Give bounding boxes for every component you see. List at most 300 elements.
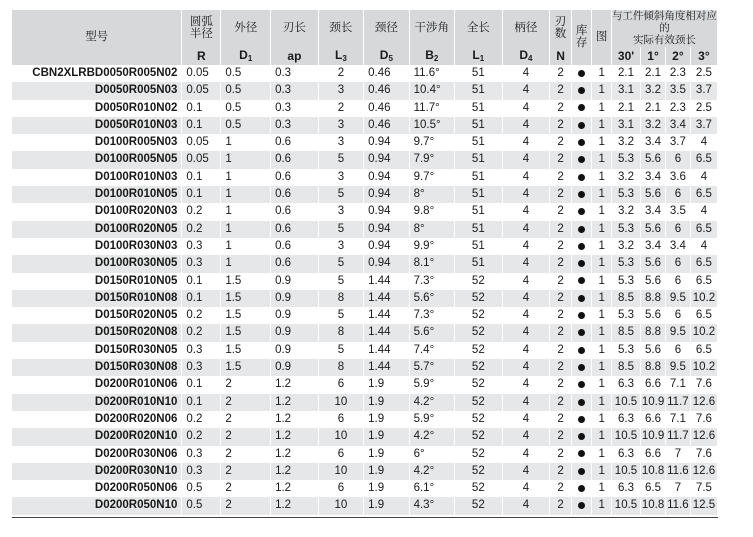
shank-diameter-cell: 4: [502, 186, 550, 203]
eff-2deg-cell: 7.1: [665, 411, 690, 428]
outer-diameter-cell: 2: [221, 411, 271, 428]
eff-2deg-cell: 6: [665, 255, 690, 272]
stock-cell: [571, 186, 592, 203]
neck-diameter-cell: 0.94: [364, 255, 409, 272]
blade-length-cell: 1.2: [271, 411, 319, 428]
eff-30min-cell: 3.1: [611, 117, 640, 134]
table-row: [12, 273, 718, 290]
in-stock-dot-icon: [578, 104, 585, 111]
model-cell: D0200R050N06: [12, 480, 182, 497]
total-length-cell: 51: [455, 255, 503, 272]
neck-length-cell: 5: [318, 255, 363, 272]
eff-30min-cell: 5.3: [611, 221, 640, 238]
flutes-cell: 2: [550, 428, 572, 445]
stock-cell: [571, 169, 592, 186]
eff-1deg-cell: 10.8: [641, 497, 666, 514]
col-header-model: 型号: [12, 10, 182, 65]
eff-2deg-cell: 7: [665, 446, 690, 463]
col-header-outer-diameter: 外径: [221, 10, 271, 47]
blade-length-cell: 1.2: [271, 376, 319, 393]
eff-1deg-cell: 5.6: [641, 273, 666, 290]
shank-diameter-cell: 4: [502, 238, 550, 255]
clearance-angle-cell: 8°: [409, 221, 454, 238]
radius-cell: 0.3: [182, 463, 221, 480]
neck-length-cell: 8: [318, 359, 363, 376]
neck-diameter-cell: 1.44: [364, 342, 409, 359]
clearance-angle-cell: 5.7°: [409, 359, 454, 376]
stock-cell: [571, 238, 592, 255]
model-cell: D0200R010N06: [12, 376, 182, 393]
model-cell: D0050R005N03: [12, 82, 182, 99]
eff-2deg-cell: 2.3: [665, 100, 690, 117]
blade-length-cell: 0.9: [271, 324, 319, 341]
eff-30min-cell: 10.5: [611, 463, 640, 480]
model-cell: CBN2XLRBD0050R005N02: [12, 65, 182, 82]
eff-1deg-cell: 2.1: [641, 65, 666, 82]
blade-length-cell: 0.9: [271, 290, 319, 307]
model-cell: D0100R020N05: [12, 221, 182, 238]
eff-1deg-cell: 5.6: [641, 186, 666, 203]
table-row: [12, 186, 718, 203]
neck-diameter-cell: 1.9: [364, 497, 409, 514]
total-length-cell: 52: [455, 463, 503, 480]
sym-total-length: L1: [455, 47, 503, 65]
sym-clearance-angle: B2: [409, 47, 454, 65]
radius-cell: 0.3: [182, 238, 221, 255]
in-stock-dot-icon: [578, 156, 585, 163]
outer-diameter-cell: 1: [221, 203, 271, 220]
in-stock-dot-icon: [578, 260, 585, 267]
table-row: [12, 238, 718, 255]
in-stock-dot-icon: [578, 433, 585, 440]
blade-length-cell: 1.2: [271, 394, 319, 411]
shank-diameter-cell: 4: [502, 342, 550, 359]
product-spec-table: [12, 10, 718, 518]
angle-header-2deg: 2°: [665, 47, 690, 65]
stock-cell: [571, 255, 592, 272]
drawing-cell: 1: [592, 342, 611, 359]
blade-length-cell: 1.2: [271, 446, 319, 463]
total-length-cell: 51: [455, 117, 503, 134]
neck-length-cell: 5: [318, 186, 363, 203]
in-stock-dot-icon: [578, 174, 585, 181]
neck-length-cell: 2: [318, 65, 363, 82]
shank-diameter-cell: 4: [502, 428, 550, 445]
eff-1deg-cell: 5.6: [641, 151, 666, 168]
blade-length-cell: 0.3: [271, 82, 319, 99]
in-stock-dot-icon: [578, 191, 585, 198]
eff-3deg-cell: 6.5: [690, 273, 717, 290]
radius-cell: 0.1: [182, 117, 221, 134]
col-header-shank-diameter: 柄径: [502, 10, 550, 47]
neck-diameter-cell: 0.46: [364, 65, 409, 82]
eff-2deg-cell: 6: [665, 151, 690, 168]
drawing-cell: 1: [592, 151, 611, 168]
eff-30min-cell: 8.5: [611, 290, 640, 307]
eff-1deg-cell: 5.6: [641, 221, 666, 238]
flutes-cell: 2: [550, 151, 572, 168]
flutes-cell: 2: [550, 324, 572, 341]
eff-2deg-cell: 7: [665, 480, 690, 497]
model-cell: D0200R030N06: [12, 446, 182, 463]
eff-2deg-cell: 11.6: [665, 463, 690, 480]
shank-diameter-cell: 4: [502, 273, 550, 290]
flutes-cell: 2: [550, 169, 572, 186]
eff-30min-cell: 5.3: [611, 273, 640, 290]
total-length-cell: 52: [455, 497, 503, 514]
table-row: [12, 342, 718, 359]
shank-diameter-cell: 4: [502, 324, 550, 341]
model-cell: D0200R020N06: [12, 411, 182, 428]
clearance-angle-cell: 4.3°: [409, 497, 454, 514]
drawing-cell: 1: [592, 376, 611, 393]
model-cell: D0150R010N08: [12, 290, 182, 307]
table-row: [12, 151, 718, 168]
total-length-cell: 51: [455, 65, 503, 82]
table-row: [12, 169, 718, 186]
stock-cell: [571, 497, 592, 514]
stock-cell: [571, 428, 592, 445]
in-stock-dot-icon: [578, 364, 585, 371]
radius-cell: 0.05: [182, 134, 221, 151]
stock-cell: [571, 82, 592, 99]
drawing-cell: 1: [592, 203, 611, 220]
eff-3deg-cell: 4: [690, 169, 717, 186]
blade-length-cell: 0.3: [271, 100, 319, 117]
model-cell: D0100R005N03: [12, 134, 182, 151]
shank-diameter-cell: 4: [502, 100, 550, 117]
eff-1deg-cell: 3.4: [641, 134, 666, 151]
angle-header-1deg: 1°: [641, 47, 666, 65]
blade-length-cell: 0.6: [271, 221, 319, 238]
eff-2deg-cell: 11.6: [665, 497, 690, 514]
shank-diameter-cell: 4: [502, 290, 550, 307]
shank-diameter-cell: 4: [502, 307, 550, 324]
in-stock-dot-icon: [578, 347, 585, 354]
radius-cell: 0.3: [182, 342, 221, 359]
eff-3deg-cell: 6.5: [690, 151, 717, 168]
eff-1deg-cell: 3.2: [641, 82, 666, 99]
table-row: [12, 463, 718, 480]
drawing-cell: 1: [592, 307, 611, 324]
sym-neck-diameter: D5: [364, 47, 409, 65]
in-stock-dot-icon: [578, 312, 585, 319]
eff-2deg-cell: 3.4: [665, 238, 690, 255]
stock-cell: [571, 376, 592, 393]
flutes-cell: 2: [550, 117, 572, 134]
eff-3deg-cell: 7.6: [690, 376, 717, 393]
eff-3deg-cell: 12.6: [690, 428, 717, 445]
table-row: [12, 394, 718, 411]
blade-length-cell: 0.6: [271, 203, 319, 220]
eff-1deg-cell: 3.4: [641, 203, 666, 220]
outer-diameter-cell: 1.5: [221, 307, 271, 324]
outer-diameter-cell: 2: [221, 463, 271, 480]
eff-1deg-cell: 6.6: [641, 446, 666, 463]
shank-diameter-cell: 4: [502, 411, 550, 428]
in-stock-dot-icon: [578, 226, 585, 233]
table-row: [12, 446, 718, 463]
total-length-cell: 51: [455, 221, 503, 238]
radius-cell: 0.1: [182, 290, 221, 307]
eff-3deg-cell: 6.5: [690, 186, 717, 203]
model-cell: D0100R005N05: [12, 151, 182, 168]
radius-cell: 0.05: [182, 151, 221, 168]
eff-30min-cell: 5.3: [611, 307, 640, 324]
flutes-cell: 2: [550, 359, 572, 376]
col-header-neck-length: 颈长: [318, 10, 363, 47]
total-length-cell: 51: [455, 100, 503, 117]
table-row: [12, 203, 718, 220]
drawing-cell: 1: [592, 428, 611, 445]
flutes-cell: 2: [550, 376, 572, 393]
flutes-cell: 2: [550, 273, 572, 290]
drawing-cell: 1: [592, 169, 611, 186]
model-cell: D0150R020N08: [12, 324, 182, 341]
col-header-radius: 圆弧 半径: [182, 10, 221, 47]
total-length-cell: 51: [455, 186, 503, 203]
eff-2deg-cell: 7.1: [665, 376, 690, 393]
drawing-cell: 1: [592, 82, 611, 99]
eff-3deg-cell: 4: [690, 238, 717, 255]
table-row: [12, 307, 718, 324]
eff-3deg-cell: 10.2: [690, 359, 717, 376]
neck-diameter-cell: 1.44: [364, 359, 409, 376]
shank-diameter-cell: 4: [502, 480, 550, 497]
clearance-angle-cell: 10.4°: [409, 82, 454, 99]
eff-2deg-cell: 9.5: [665, 290, 690, 307]
table-row: [12, 100, 718, 117]
eff-30min-cell: 10.5: [611, 428, 640, 445]
flutes-cell: 2: [550, 203, 572, 220]
total-length-cell: 51: [455, 134, 503, 151]
blade-length-cell: 0.9: [271, 342, 319, 359]
eff-30min-cell: 5.3: [611, 186, 640, 203]
flutes-cell: 2: [550, 186, 572, 203]
eff-30min-cell: 6.3: [611, 446, 640, 463]
sym-outer-diameter: D1: [221, 47, 271, 65]
flutes-cell: 2: [550, 342, 572, 359]
eff-30min-cell: 5.3: [611, 342, 640, 359]
model-cell: D0100R020N03: [12, 203, 182, 220]
drawing-cell: 1: [592, 324, 611, 341]
eff-2deg-cell: 9.5: [665, 359, 690, 376]
blade-length-cell: 0.6: [271, 151, 319, 168]
clearance-angle-cell: 8°: [409, 186, 454, 203]
eff-30min-cell: 3.1: [611, 82, 640, 99]
stock-cell: [571, 273, 592, 290]
in-stock-dot-icon: [578, 381, 585, 388]
model-cell: D0200R030N10: [12, 463, 182, 480]
stock-cell: [571, 290, 592, 307]
eff-30min-cell: 5.3: [611, 151, 640, 168]
radius-cell: 0.3: [182, 446, 221, 463]
flutes-cell: 2: [550, 134, 572, 151]
eff-30min-cell: 3.2: [611, 134, 640, 151]
radius-cell: 0.3: [182, 359, 221, 376]
outer-diameter-cell: 1: [221, 151, 271, 168]
eff-1deg-cell: 6.5: [641, 480, 666, 497]
blade-length-cell: 0.6: [271, 238, 319, 255]
blade-length-cell: 1.2: [271, 480, 319, 497]
eff-3deg-cell: 4: [690, 134, 717, 151]
drawing-cell: 1: [592, 65, 611, 82]
shank-diameter-cell: 4: [502, 117, 550, 134]
in-stock-dot-icon: [578, 243, 585, 250]
eff-30min-cell: 5.3: [611, 255, 640, 272]
drawing-cell: 1: [592, 446, 611, 463]
radius-cell: 0.5: [182, 480, 221, 497]
neck-length-cell: 6: [318, 446, 363, 463]
shank-diameter-cell: 4: [502, 446, 550, 463]
eff-3deg-cell: 10.2: [690, 290, 717, 307]
shank-diameter-cell: 4: [502, 463, 550, 480]
eff-30min-cell: 2.1: [611, 65, 640, 82]
stock-cell: [571, 65, 592, 82]
total-length-cell: 51: [455, 238, 503, 255]
clearance-angle-cell: 6°: [409, 446, 454, 463]
sym-radius: R: [182, 47, 221, 65]
in-stock-dot-icon: [578, 468, 585, 475]
table-header: [12, 10, 718, 65]
clearance-angle-cell: 4.2°: [409, 428, 454, 445]
shank-diameter-cell: 4: [502, 65, 550, 82]
neck-length-cell: 6: [318, 376, 363, 393]
table-body: [12, 65, 718, 515]
col-header-neck-diameter: 颈径: [364, 10, 409, 47]
drawing-cell: 1: [592, 463, 611, 480]
eff-30min-cell: 8.5: [611, 359, 640, 376]
flutes-cell: 2: [550, 411, 572, 428]
neck-length-cell: 10: [318, 394, 363, 411]
clearance-angle-cell: 9.7°: [409, 134, 454, 151]
flutes-cell: 2: [550, 238, 572, 255]
model-cell: D0100R030N03: [12, 238, 182, 255]
stock-cell: [571, 134, 592, 151]
sym-neck-length: L3: [318, 47, 363, 65]
eff-2deg-cell: 11.7: [665, 428, 690, 445]
col-header-blade-length: 刃长: [271, 10, 319, 47]
model-cell: D0050R010N02: [12, 100, 182, 117]
neck-length-cell: 8: [318, 290, 363, 307]
total-length-cell: 52: [455, 411, 503, 428]
total-length-cell: 52: [455, 446, 503, 463]
col-header-flutes: 刃 数: [550, 10, 572, 47]
eff-30min-cell: 10.5: [611, 497, 640, 514]
neck-length-cell: 8: [318, 324, 363, 341]
total-length-cell: 51: [455, 169, 503, 186]
drawing-cell: 1: [592, 238, 611, 255]
total-length-cell: 52: [455, 342, 503, 359]
neck-length-cell: 3: [318, 134, 363, 151]
neck-diameter-cell: 0.94: [364, 203, 409, 220]
in-stock-dot-icon: [578, 87, 585, 94]
radius-cell: 0.3: [182, 255, 221, 272]
stock-cell: [571, 394, 592, 411]
col-header-clearance-angle: 干涉角: [409, 10, 454, 47]
eff-1deg-cell: 5.6: [641, 307, 666, 324]
outer-diameter-cell: 1: [221, 221, 271, 238]
radius-cell: 0.1: [182, 169, 221, 186]
drawing-cell: 1: [592, 480, 611, 497]
col-header-drawing: 图: [592, 10, 611, 65]
total-length-cell: 51: [455, 151, 503, 168]
shank-diameter-cell: 4: [502, 203, 550, 220]
model-cell: D0200R010N10: [12, 394, 182, 411]
stock-cell: [571, 463, 592, 480]
in-stock-dot-icon: [578, 277, 585, 284]
shank-diameter-cell: 4: [502, 82, 550, 99]
eff-30min-cell: 10.5: [611, 394, 640, 411]
clearance-angle-cell: 5.9°: [409, 376, 454, 393]
neck-diameter-cell: 1.44: [364, 324, 409, 341]
blade-length-cell: 0.3: [271, 65, 319, 82]
radius-cell: 0.1: [182, 273, 221, 290]
eff-2deg-cell: 3.6: [665, 169, 690, 186]
flutes-cell: 2: [550, 255, 572, 272]
neck-diameter-cell: 1.9: [364, 411, 409, 428]
drawing-cell: 1: [592, 134, 611, 151]
neck-diameter-cell: 1.9: [364, 376, 409, 393]
neck-diameter-cell: 1.9: [364, 463, 409, 480]
neck-diameter-cell: 0.94: [364, 169, 409, 186]
drawing-cell: 1: [592, 117, 611, 134]
eff-30min-cell: 3.2: [611, 169, 640, 186]
eff-2deg-cell: 6: [665, 221, 690, 238]
eff-3deg-cell: 10.2: [690, 324, 717, 341]
radius-cell: 0.05: [182, 82, 221, 99]
neck-diameter-cell: 1.9: [364, 394, 409, 411]
sym-blade-length: ap: [271, 47, 319, 65]
eff-1deg-cell: 10.8: [641, 463, 666, 480]
sym-flutes: N: [550, 47, 572, 65]
clearance-angle-cell: 9.9°: [409, 238, 454, 255]
eff-2deg-cell: 11.7: [665, 394, 690, 411]
outer-diameter-cell: 1: [221, 169, 271, 186]
radius-cell: 0.1: [182, 376, 221, 393]
drawing-cell: 1: [592, 100, 611, 117]
clearance-angle-cell: 7.3°: [409, 307, 454, 324]
total-length-cell: 52: [455, 359, 503, 376]
radius-cell: 0.1: [182, 100, 221, 117]
clearance-angle-cell: 11.6°: [409, 65, 454, 82]
neck-diameter-cell: 1.44: [364, 273, 409, 290]
stock-cell: [571, 151, 592, 168]
flutes-cell: 2: [550, 82, 572, 99]
eff-2deg-cell: 6: [665, 342, 690, 359]
radius-cell: 0.2: [182, 221, 221, 238]
eff-30min-cell: 6.3: [611, 411, 640, 428]
outer-diameter-cell: 2: [221, 497, 271, 514]
in-stock-dot-icon: [578, 139, 585, 146]
table-row: [12, 255, 718, 272]
neck-length-cell: 2: [318, 100, 363, 117]
eff-1deg-cell: 10.9: [641, 394, 666, 411]
total-length-cell: 52: [455, 480, 503, 497]
blade-length-cell: 1.2: [271, 463, 319, 480]
eff-3deg-cell: 7.6: [690, 411, 717, 428]
blade-length-cell: 0.9: [271, 359, 319, 376]
neck-length-cell: 10: [318, 497, 363, 514]
outer-diameter-cell: 1.5: [221, 290, 271, 307]
model-cell: D0150R010N05: [12, 273, 182, 290]
radius-cell: 0.2: [182, 411, 221, 428]
blade-length-cell: 0.3: [271, 117, 319, 134]
neck-length-cell: 6: [318, 411, 363, 428]
drawing-cell: 1: [592, 186, 611, 203]
clearance-angle-cell: 7.3°: [409, 273, 454, 290]
flutes-cell: 2: [550, 446, 572, 463]
